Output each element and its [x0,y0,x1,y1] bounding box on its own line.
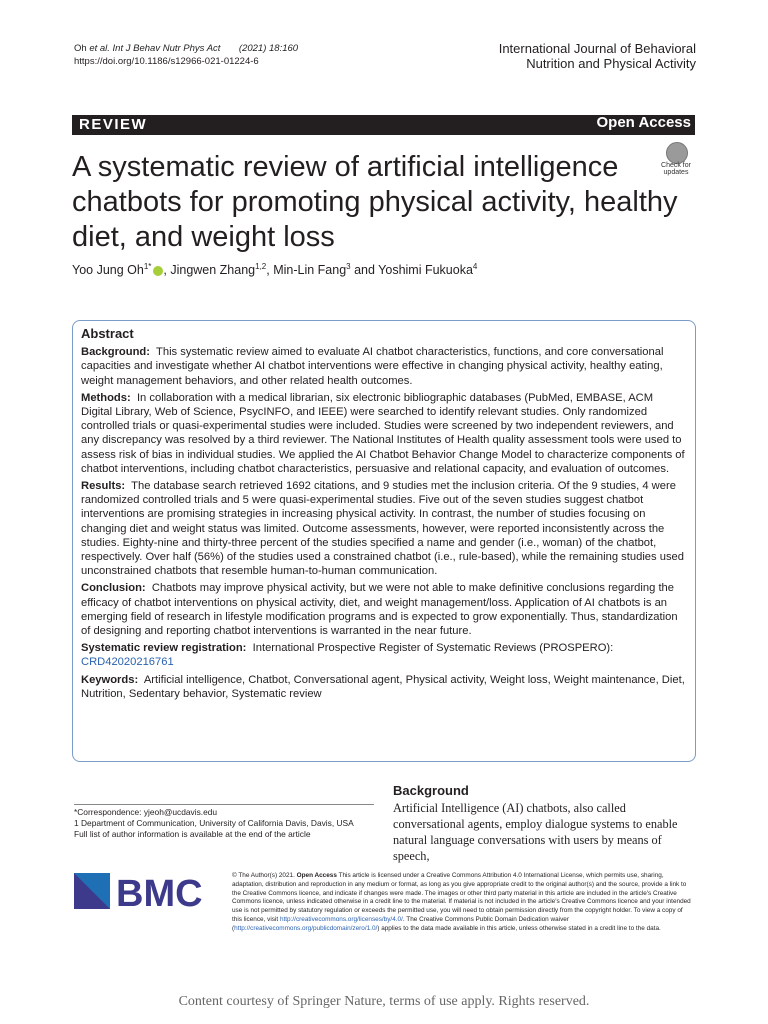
affiliation-note: 1 Department of Communication, University of California Davis, Davis, USA [74,817,354,828]
citation-block [74,42,298,68]
article-type-label: REVIEW [79,116,148,133]
footnote-divider [74,804,374,805]
background-heading: Background [393,783,469,798]
background-label: Background: [81,346,150,359]
abstract-heading: Abstract [81,326,134,341]
journal-line-2: Nutrition and Physical Activity [526,56,696,71]
license-body-3: ) applies to the data made available in this article, unless otherwise stated in a credit line to the data. [377,924,661,932]
citation-year: (2021) 18:160 [238,43,299,54]
author-1: Yoo Jung Oh [72,263,144,278]
license-open-access: Open Access [296,872,337,879]
page-footer: Content courtesy of Springer Nature, terms of use apply. Rights reserved. [178,994,590,1009]
license-body-2: . The Creative Commons Public Domain Dedication waiver ( [232,915,569,932]
abstract-registration [81,641,687,669]
badge-line-2: updates [663,169,689,176]
author-info-note: Full list of author information is available at the end of the article [74,828,311,839]
footnotes [74,804,374,839]
author-2: , Jingwen Zhang [163,263,256,278]
abstract-keywords [81,673,687,701]
methods-label: Methods: [81,391,131,404]
results-label: Results: [81,480,126,493]
methods-text: In collaboration with a medical librarian, six electronic bibliographic databases (PubMed, EMBASE, ACM Digital Library, Web of Science, PsycINFO, and IEEE) were searched to identify relevant studies. Only randomized controlled trials or quasi-experimental studies were included. Studies were screened by two independent reviewers, and any discrepancy was resolved by a third reviewer. The National Institutes of Health quality assessment tools were used to assess risk of bias in individual studies. We applied the AI Chatbot Behavior Change Model to characterize components of chatbot interventions, including chatbot characteristics, persuasive and relational capacity, and evaluation of outcomes. [81,391,685,475]
background-paragraph: Artificial Intelligence (AI) chatbots, also called conversational agents, employ dialogue systems to enable natural language conversations with users by means of speech, [393,801,678,863]
abstract-conclusion [81,581,687,638]
author-4: and Yoshimi Fukuoka [350,263,473,278]
license-body: This article is licensed under a Creative Commons Attribution 4.0 International License, which permits use, sharing, adaptation, distribution and reproduction in any medium or format, as long as you give appropriate credit to the original author(s) and the source, provide a link to the Creative Commons licence, and indicate if changes were made. The images or other third party material in this article are included in the article's Creative Commons licence, unless indicated otherwise in a credit line to the material. If material is not included in the article's Creative Commons licence and your intended use is not permitted by statutory regulation or exceeds the permitted use, you will need to obtain permission directly from the copyright holder. To view a copy of this licence, visit [232,872,691,923]
author-2-affil: 1,2 [255,262,267,271]
article-title: A systematic review of artificial intelligence chatbots for promoting physical activity, healthy diet, and weight loss [72,151,678,253]
license-link-cc0[interactable]: http://creativecommons.org/publicdomain/zero/1.0/ [234,924,378,932]
bmc-logo-text: BMC [116,873,203,912]
doi-link[interactable]: https://doi.org/10.1186/s12966-021-01224-6 [74,56,259,67]
conclusion-label: Conclusion: [81,582,146,595]
abstract-results [81,479,687,578]
abstract-methods [81,391,687,476]
journal-name [499,41,696,71]
author-3-affil: 3 [346,262,351,271]
bmc-logo-icon [74,872,214,912]
license-text [232,872,692,934]
citation-author: Oh [74,43,90,54]
license-link-cc-by[interactable]: http://creativecommons.org/licenses/by/4.0/ [279,915,403,923]
open-access-label: Open Access [596,114,691,131]
check-for-updates-badge[interactable] [656,142,696,180]
author-list [72,262,477,277]
registration-link[interactable]: CRD42020216761 [81,656,174,669]
badge-line-1: Check for [661,162,691,169]
keywords-label: Keywords: [81,673,139,686]
author-4-affil: 4 [472,262,478,271]
orcid-icon[interactable] [153,266,163,276]
crossmark-icon [666,142,688,164]
abstract-background [81,345,687,388]
registration-label: Systematic review registration: [81,642,247,655]
bmc-logo [74,872,214,912]
journal-line-1: International Journal of Behavioral [498,41,696,56]
abstract-box [72,320,696,762]
conclusion-text: Chatbots may improve physical activity, but we were not able to make definitive conclusions regarding the efficacy of chatbot interventions on physical activity, diet, and weight management/loss. Application of AI chatbots is an emerging field of research in lifestyle modification programs and is expected to grow exponentially. Thus, standardization of designing and reporting chatbot interventions is warranted in the near future. [81,582,678,638]
correspondence-email[interactable]: *Correspondence: yjeoh@ucdavis.edu [74,807,218,817]
citation-journal: et al. Int J Behav Nutr Phys Act [89,43,221,54]
license-prefix: © The Author(s) 2021. [232,872,295,879]
keywords-text: Artificial intelligence, Chatbot, Conversational agent, Physical activity, Weight loss, Weight maintenance, Diet, Nutrition, Sedentary behavior, Systematic review [81,673,685,700]
article-type-banner [72,115,695,135]
author-1-affil: 1* [143,262,152,271]
results-text: The database search retrieved 1692 citations, and 9 studies met the inclusion criteria. Of the 9 studies, 4 were randomized controlled trials and 5 were quasi-experimental studies. Five out of the seven studies suggest chatbot interventions are promising strategies in increasing physical activity. In contrast, the number of studies focusing on changing diet and weight status was limited. Outcome assessments, however, were reported inconsistently across the studies. Eighty-nine and thirty-three percent of the studies specified a name and gender (i.e., woman) of the chatbot, respectively. Over half (56%) of the studies used a constrained chatbot (i.e., rule-based), while the remaining studies used unconstrained chatbots that resemble human-to-human communication. [81,480,684,578]
background-text: This systematic review aimed to evaluate AI chatbot characteristics, functions, and core conversational capacities and investigate whether AI chatbot interventions were effective in changing physical activity, healthy eating, weight management behaviors, and other related health outcomes. [81,346,664,387]
registration-text: International Prospective Register of Systematic Reviews (PROSPERO): [252,642,614,655]
author-3: , Min-Lin Fang [266,263,347,278]
